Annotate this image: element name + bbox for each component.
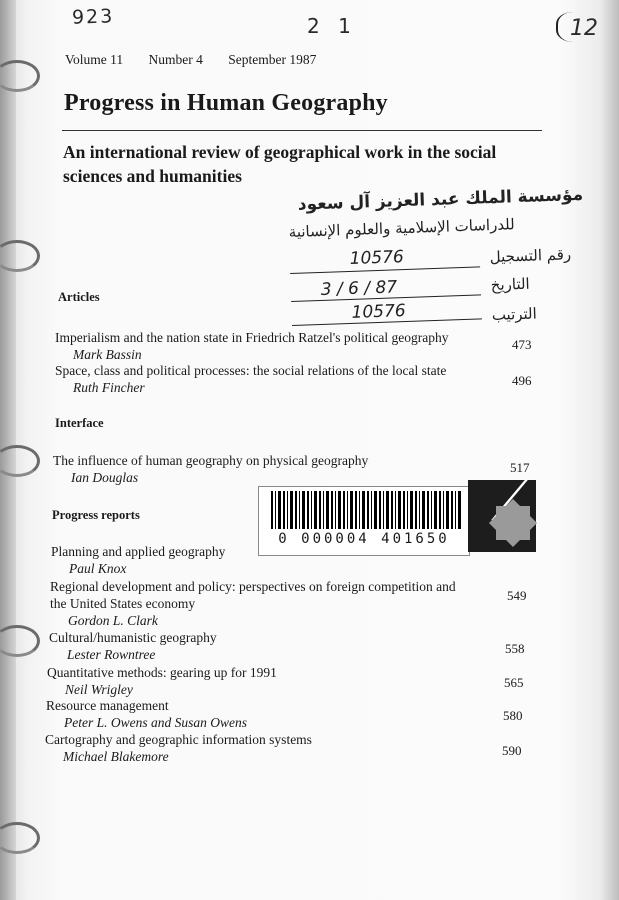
contents-entry [47,664,527,698]
entry-title: Imperialism and the nation state in Friedrich Ratzel's political geography [55,330,449,345]
library-logo-icon [468,480,536,552]
barcode-digits: 0 000004 401650 [278,531,450,547]
entry-page: 549 [507,588,527,603]
entry-title: Planning and applied geography [51,544,226,559]
entry-title: Cultural/humanistic geography [49,630,217,645]
binding-ring [0,625,40,657]
issue-info [65,52,338,68]
entry-title: Resource management [46,698,169,713]
binding-ring [0,445,40,477]
entry-page: 558 [505,641,525,656]
stamp-institution-sub: للدراسات الإسلامية والعلوم الإنسانية [288,215,515,242]
entry-author: Michael Blakemore [63,749,169,764]
issue-date: September 1987 [228,52,317,67]
entry-page: 565 [504,675,524,690]
binding-ring [0,822,40,854]
section-heading-progress-reports: Progress reports [52,508,140,522]
volume: Volume 11 [65,52,124,67]
entry-title: The influence of human geography on physical geography [53,453,369,468]
section-heading-interface: Interface [55,416,104,430]
journal-subtitle: An international review of geographical work in the social sciences and humanities [63,142,497,186]
entry-author: Ruth Fincher [73,380,145,395]
journal-title: Progress in Human Geography [64,90,388,116]
stamp-order-label: الترتيب [491,304,538,325]
entry-author: Paul Knox [69,561,127,576]
entry-author: Mark Bassin [73,347,142,362]
stamp-date-value: 3 / 6 / 87 [320,277,398,300]
contents-entry [45,731,525,765]
stamp-date-label: التاريخ [490,274,530,295]
section-heading-articles: Articles [58,290,100,304]
entry-page: 496 [512,373,532,388]
entry-page: 517 [510,460,530,475]
contents-entry [55,362,535,396]
contents-entry [46,697,526,731]
title-divider [62,130,542,131]
entry-page: 590 [502,743,522,758]
handwritten-number-mid: 2 1 [307,14,357,38]
entry-title: Cartography and geographic information systems [45,732,312,747]
number: Number 4 [148,52,203,67]
contents-entry [53,452,533,486]
entry-author: Lester Rowntree [67,647,156,662]
entry-page: 473 [512,337,532,352]
entry-author: Gordon L. Clark [68,613,158,628]
entry-author: Neil Wrigley [65,682,133,697]
entry-title: Regional development and policy: perspectives on foreign competition and the United States economy [50,579,456,611]
entry-author: Ian Douglas [71,470,139,485]
entry-author: Peter L. Owens and Susan Owens [64,715,247,730]
binding-ring [0,60,40,92]
barcode-bars [271,491,461,529]
contents-entry [49,629,529,663]
contents-entry [55,329,535,363]
entry-title: Quantitative methods: gearing up for 1991 [47,665,277,680]
entry-title: Space, class and political processes: the social relations of the local state [55,363,447,378]
stamp-reg-label: رقم التسجيل [489,245,572,267]
stamp-order-value: 10576 [351,301,407,323]
handwritten-number-left: 923 [71,5,115,29]
stamp-reg-value: 10576 [349,247,405,269]
stamp-institution: مؤسسة الملك عبد العزيز آل سعود [297,184,584,215]
barcode-sticker [258,486,470,556]
library-stamp [287,185,582,345]
handwritten-number-right: 12 [570,16,598,41]
binding-ring [0,240,40,272]
entry-page: 580 [503,708,523,723]
contents-entry [50,578,470,629]
